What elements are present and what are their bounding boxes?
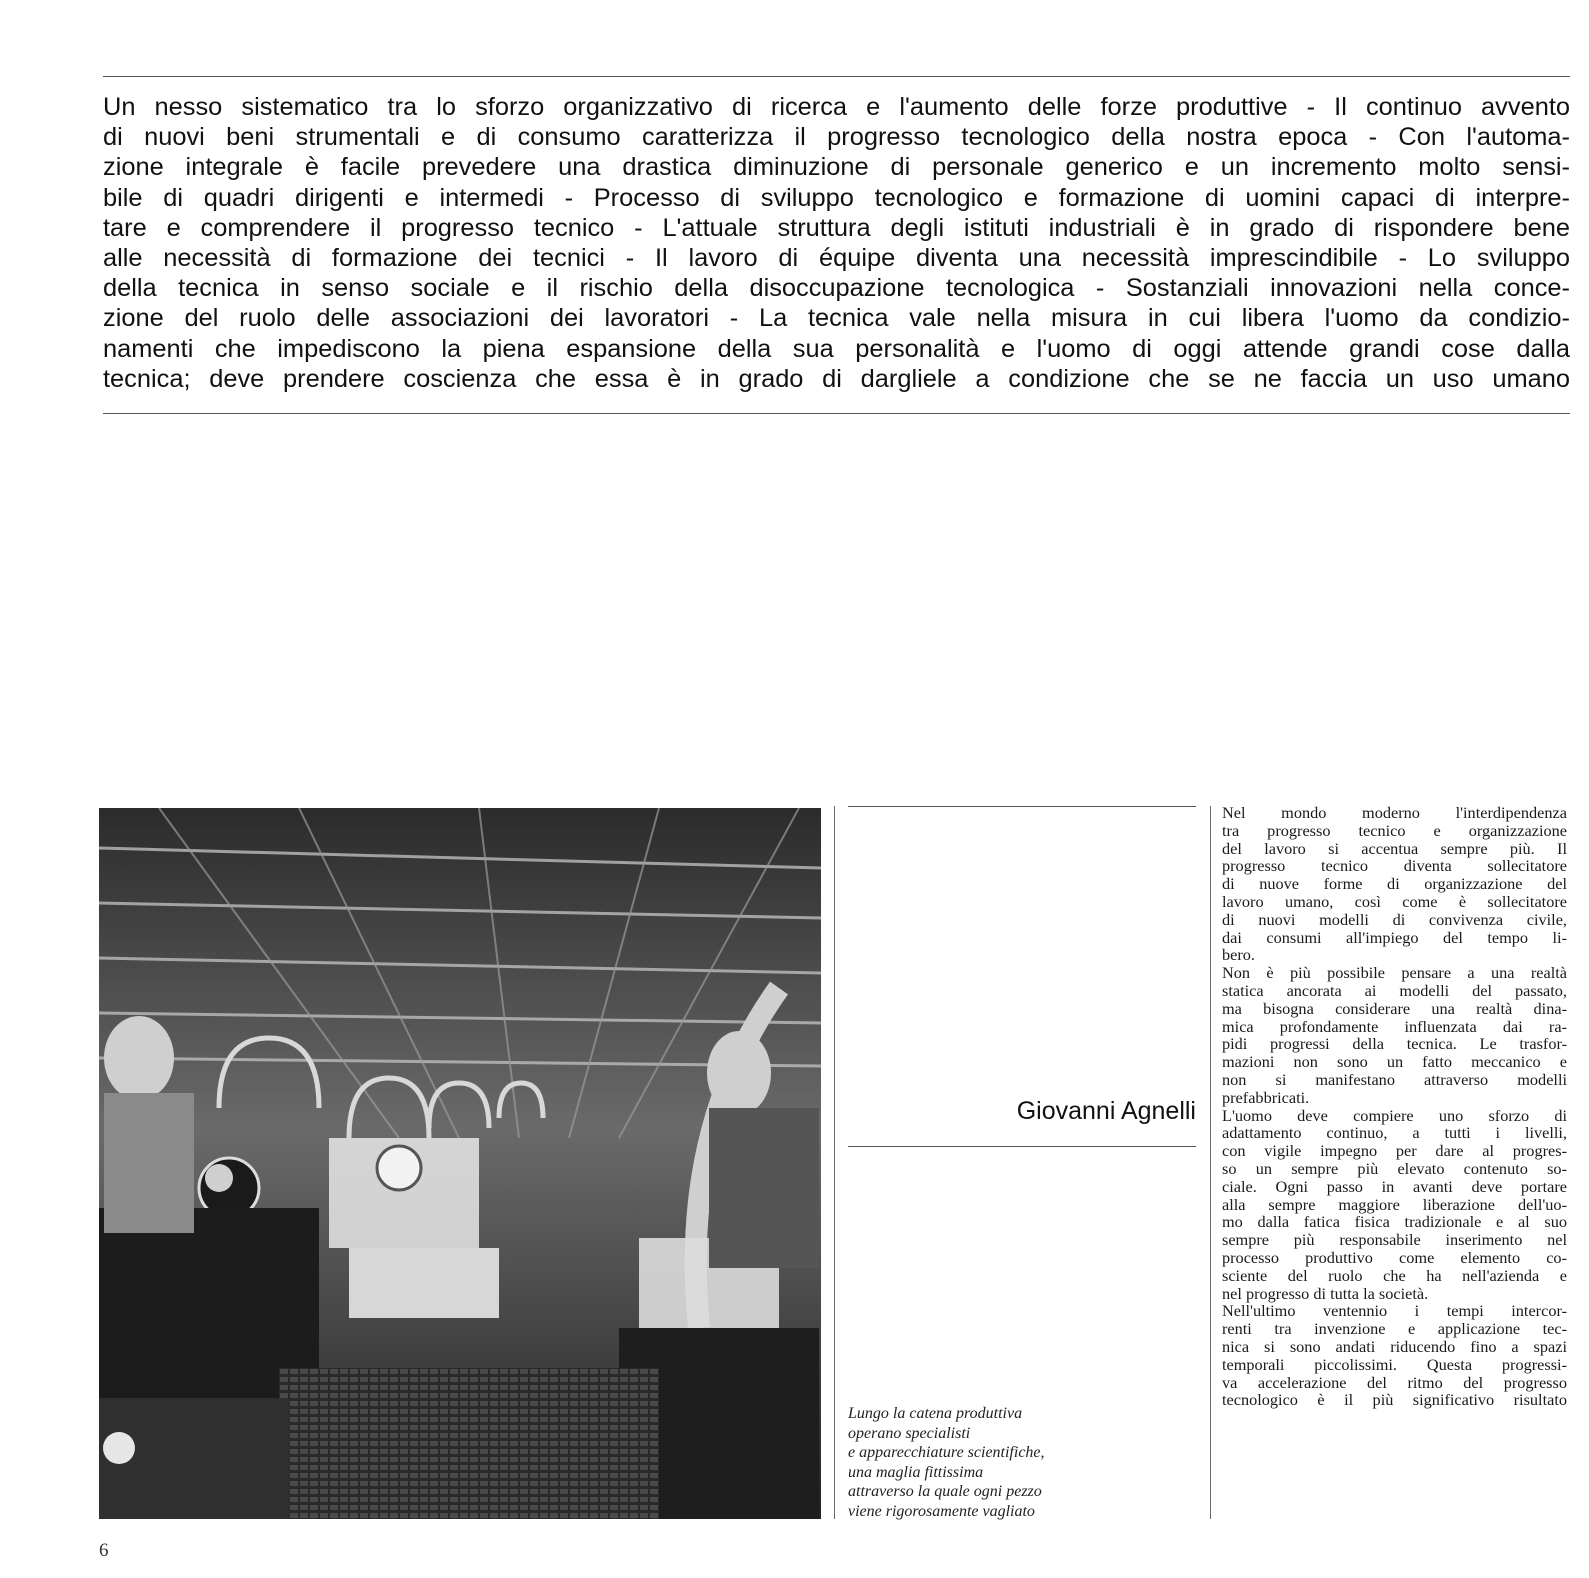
summary-line: namenti che impediscono la piena espansione della sua personalità e l'uomo di oggi attende grandi cose dalla (103, 334, 1570, 363)
summary-line: della tecnica in senso sociale e il rischio della disoccupazione tecnologica - Sostanziali innovazioni nella conce- (103, 274, 1570, 303)
caption-line: operano specialisti (848, 1424, 971, 1442)
body-line: sciente del ruolo che ha nell'azienda e (1222, 1265, 1567, 1285)
body-line: sempre più responsabile inserimento nel (1222, 1230, 1567, 1250)
summary-line: zione integrale è facile prevedere una drastica diminuzione di personale generico e un incremento molto sensi- (103, 153, 1570, 182)
caption-line: e apparecchiature scientifiche, (848, 1444, 1045, 1461)
body-line: nica si sono andati riducendo fino a spazi (1222, 1336, 1567, 1356)
body-line: L'uomo deve compiere uno sforzo di (1222, 1105, 1567, 1125)
summary-bottom-rule (103, 413, 1570, 414)
body-line: va accelerazione del ritmo del progresso (1222, 1372, 1567, 1392)
photo-caption (848, 1404, 1196, 1521)
body-line: dai consumi all'impiego del tempo li- (1222, 927, 1567, 947)
body-line: so un sempre più elevato contenuto so- (1222, 1158, 1567, 1178)
body-line: processo produttivo come elemento co- (1222, 1247, 1567, 1267)
body-line: ciale. Ogni passo in avanti deve portare (1222, 1176, 1567, 1196)
summary-abstract (103, 92, 1570, 394)
body-line: tecnologico è il più significativo risultato (1222, 1390, 1567, 1410)
body-line: mo dalla fatica fisica tradizionale e al suo (1222, 1212, 1567, 1232)
body-line: renti tra invenzione e applicazione tec- (1222, 1319, 1567, 1339)
body-line: tra progresso tecnico e organizzazione (1222, 820, 1567, 840)
caption-line: attraverso la quale ogni pezzo (848, 1483, 1042, 1500)
body-line: Non è più possibile pensare a una realtà (1222, 963, 1567, 983)
body-line: non si manifestano attraverso modelli (1222, 1069, 1567, 1089)
factory-assembly-line-photo (99, 808, 821, 1519)
caption-line: una maglia fittissima (848, 1463, 984, 1481)
body-line: pidi progressi della tecnica. Le trasfor- (1222, 1034, 1567, 1054)
body-line: con vigile impegno per dare al progres- (1222, 1141, 1567, 1161)
body-line: Nell'ultimo ventennio i tempi intercor- (1222, 1301, 1567, 1321)
author-name: Giovanni Agnelli (1016, 1097, 1196, 1125)
body-line: ma bisogna considerare una realtà dina- (1222, 998, 1567, 1018)
body-line: nel progresso di tutta la società. (1222, 1283, 1429, 1303)
body-line: mazioni non sono un fatto meccanico e (1222, 1052, 1567, 1072)
body-line: temporali piccolissimi. Questa progressi- (1222, 1354, 1567, 1374)
top-rule (103, 76, 1570, 77)
body-line: alla sempre maggiore liberazione dell'uo- (1222, 1194, 1567, 1214)
summary-line: tecnica; deve prendere coscienza che essa è in grado di dargliele a condizione che se ne faccia un uso umano (103, 364, 1570, 393)
summary-line: di nuovi beni strumentali e di consumo caratterizza il progresso tecnologico della nostra epoca - Con l'automa- (103, 123, 1570, 152)
column-divider-left (834, 806, 835, 1519)
author-top-rule (848, 806, 1196, 807)
body-line: Nel mondo moderno l'interdipendenza (1222, 803, 1567, 822)
summary-line: Un nesso sistematico tra lo sforzo organizzativo di ricerca e l'aumento delle forze produttive - Il continuo avvento (103, 93, 1570, 121)
caption-line: viene rigorosamente vagliato (848, 1502, 1035, 1520)
body-line: statica ancorata ai modelli del passato, (1222, 980, 1567, 1000)
summary-line: alle necessità di formazione dei tecnici - Il lavoro di équipe diventa una necessità imprescindibile - Lo sviluppo (103, 244, 1570, 273)
body-line: progresso tecnico diventa sollecitatore (1222, 856, 1567, 876)
body-line: bero. (1222, 945, 1255, 965)
body-line: prefabbricati. (1222, 1087, 1310, 1107)
page-number: 6 (99, 1540, 109, 1561)
body-line: di nuovi modelli di convivenza civile, (1222, 909, 1567, 929)
body-line: di nuove forme di organizzazione del (1222, 874, 1567, 894)
body-line: del lavoro si accentua sempre più. Il (1222, 838, 1567, 858)
body-line: mica profondamente influenzata dai ra- (1222, 1016, 1567, 1036)
summary-line: zione del ruolo delle associazioni dei lavoratori - La tecnica vale nella misura in cui libera l'uomo da condizio- (103, 304, 1570, 333)
article-body (1222, 804, 1567, 1409)
summary-line: tare e comprendere il progresso tecnico - L'attuale struttura degli istituti industriali è in grado di rispondere bene (103, 213, 1570, 242)
summary-line: bile di quadri dirigenti e intermedi - Processo di sviluppo tecnologico e formazione di uomini capaci di interpre- (103, 183, 1570, 212)
photo-illustration (99, 808, 821, 1519)
caption-line: Lungo la catena produttiva (848, 1405, 1023, 1422)
body-line: adattamento continuo, a tutti i livelli, (1222, 1123, 1567, 1143)
author-bottom-rule (848, 1146, 1196, 1147)
column-divider-right (1210, 806, 1211, 1519)
body-line: lavoro umano, così come è sollecitatore (1222, 891, 1567, 911)
